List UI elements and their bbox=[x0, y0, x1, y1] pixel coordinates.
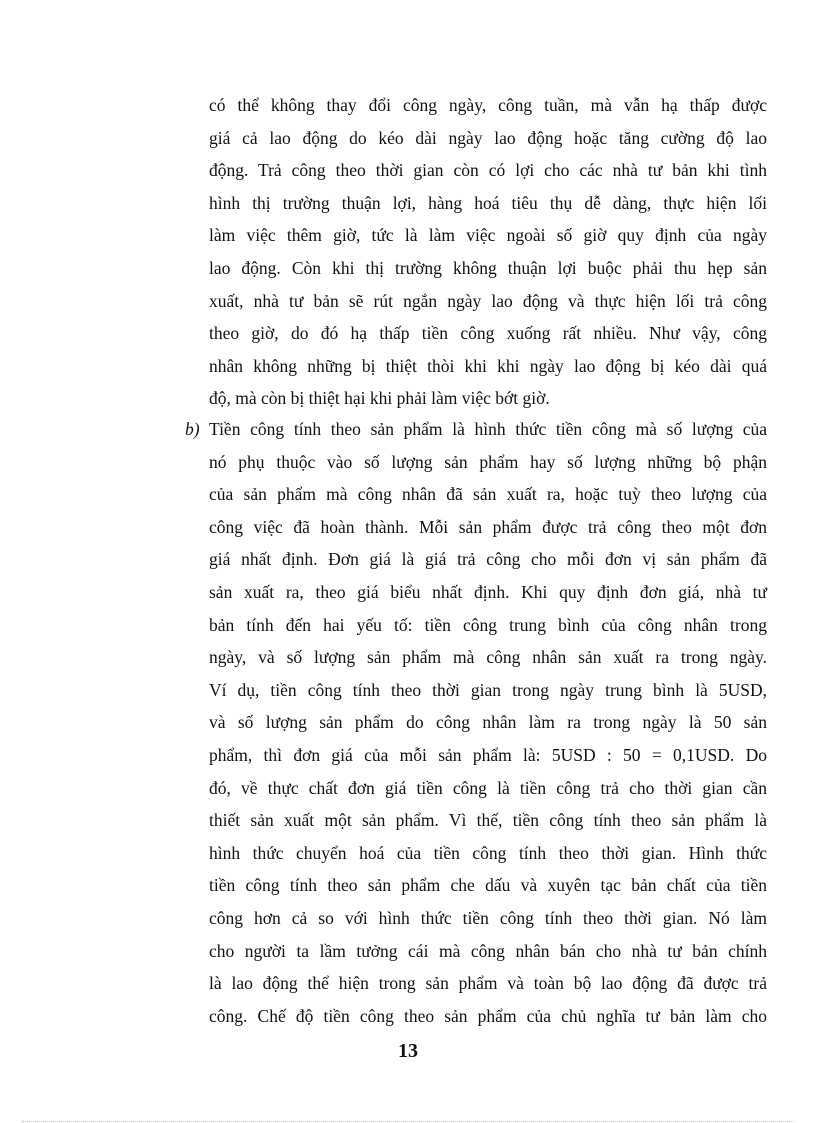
list-marker-b: b) bbox=[185, 419, 200, 439]
text-line: động. Trả công theo thời gian còn có lợi cho các nhà tư bản khi tình bbox=[209, 160, 767, 181]
text-line: hình thức chuyển hoá của tiền công tính theo thời gian. Hình thức bbox=[209, 842, 767, 863]
text-line: và số lượng sản phẩm do công nhân làm ra trong ngày là 50 sản bbox=[209, 712, 767, 733]
paragraph-piece-wage bbox=[209, 413, 767, 1032]
text-line: công. Chế độ tiền công theo sản phẩm của chủ nghĩa tư bản làm cho bbox=[209, 1005, 767, 1026]
paragraph-time-wage-continued bbox=[209, 89, 767, 415]
text-line: giá nhất định. Đơn giá là giá trả công cho mỗi đơn vị sản phẩm đã bbox=[209, 549, 767, 570]
text-line: bản tính đến hai yếu tố: tiền công trung bình của công nhân trong bbox=[209, 614, 767, 635]
text-line: thiết sản xuất một sản phẩm. Vì thế, tiền công tính theo sản phẩm là bbox=[209, 810, 767, 831]
text-line: là lao động thể hiện trong sản phẩm và toàn bộ lao động đã được trả bbox=[209, 973, 767, 994]
text-line: có thể không thay đổi công ngày, công tuần, mà vẫn hạ thấp được bbox=[209, 95, 767, 115]
text-line: Tiền công tính theo sản phẩm là hình thức tiền công mà số lượng của bbox=[209, 419, 767, 439]
text-line: hình thị trường thuận lợi, hàng hoá tiêu thụ dễ dàng, thực hiện lối bbox=[209, 192, 767, 213]
text-line: cho người ta lầm tưởng cái mà công nhân bán cho nhà tư bản chính bbox=[209, 940, 767, 961]
text-line: phẩm, thì đơn giá của mỗi sản phẩm là: 5USD : 50 = 0,1USD. Do bbox=[209, 744, 767, 765]
footer-divider bbox=[22, 1121, 794, 1122]
text-line: theo giờ, do đó hạ thấp tiền công xuống rất nhiều. Như vậy, công bbox=[209, 323, 767, 344]
text-line: Ví dụ, tiền công tính theo thời gian trong ngày trung bình là 5USD, bbox=[209, 679, 767, 700]
text-line: công hơn cả so với hình thức tiền công tính theo thời gian. Nó làm bbox=[209, 907, 767, 928]
text-line: tiền công tính theo sản phẩm che dấu và xuyên tạc bản chất của tiền bbox=[209, 875, 767, 896]
text-line: công việc đã hoàn thành. Mỗi sản phẩm được trả công theo một đơn bbox=[209, 516, 767, 537]
text-line: của sản phẩm mà công nhân đã sản xuất ra, hoặc tuỳ theo lượng của bbox=[209, 484, 767, 505]
page-number: 13 bbox=[398, 1040, 418, 1062]
text-line: ngày, và số lượng sản phẩm mà công nhân sản xuất ra trong ngày. bbox=[209, 647, 767, 668]
text-line: xuất, nhà tư bản sẽ rút ngắn ngày lao động và thực hiện lối trả công bbox=[209, 290, 767, 311]
text-line: độ, mà còn bị thiệt hại khi phải làm việc bớt giờ. bbox=[209, 388, 550, 409]
text-line: nó phụ thuộc vào số lượng sản phẩm hay số lượng những bộ phận bbox=[209, 451, 767, 472]
text-line: nhân không những bị thiệt thòi khi khi ngày lao động bị kéo dài quá bbox=[209, 355, 767, 376]
text-line: đó, về thực chất đơn giá tiền công là tiền công trả cho thời gian cần bbox=[209, 777, 767, 798]
text-line: làm việc thêm giờ, tức là làm việc ngoài số giờ quy định của ngày bbox=[209, 225, 767, 246]
text-line: sản xuất ra, theo giá biểu nhất định. Khi quy định đơn giá, nhà tư bbox=[209, 581, 767, 602]
text-line: lao động. Còn khi thị trường không thuận lợi buộc phải thu hẹp sản bbox=[209, 257, 767, 278]
text-line: giá cả lao động do kéo dài ngày lao động hoặc tăng cường độ lao bbox=[209, 127, 767, 148]
